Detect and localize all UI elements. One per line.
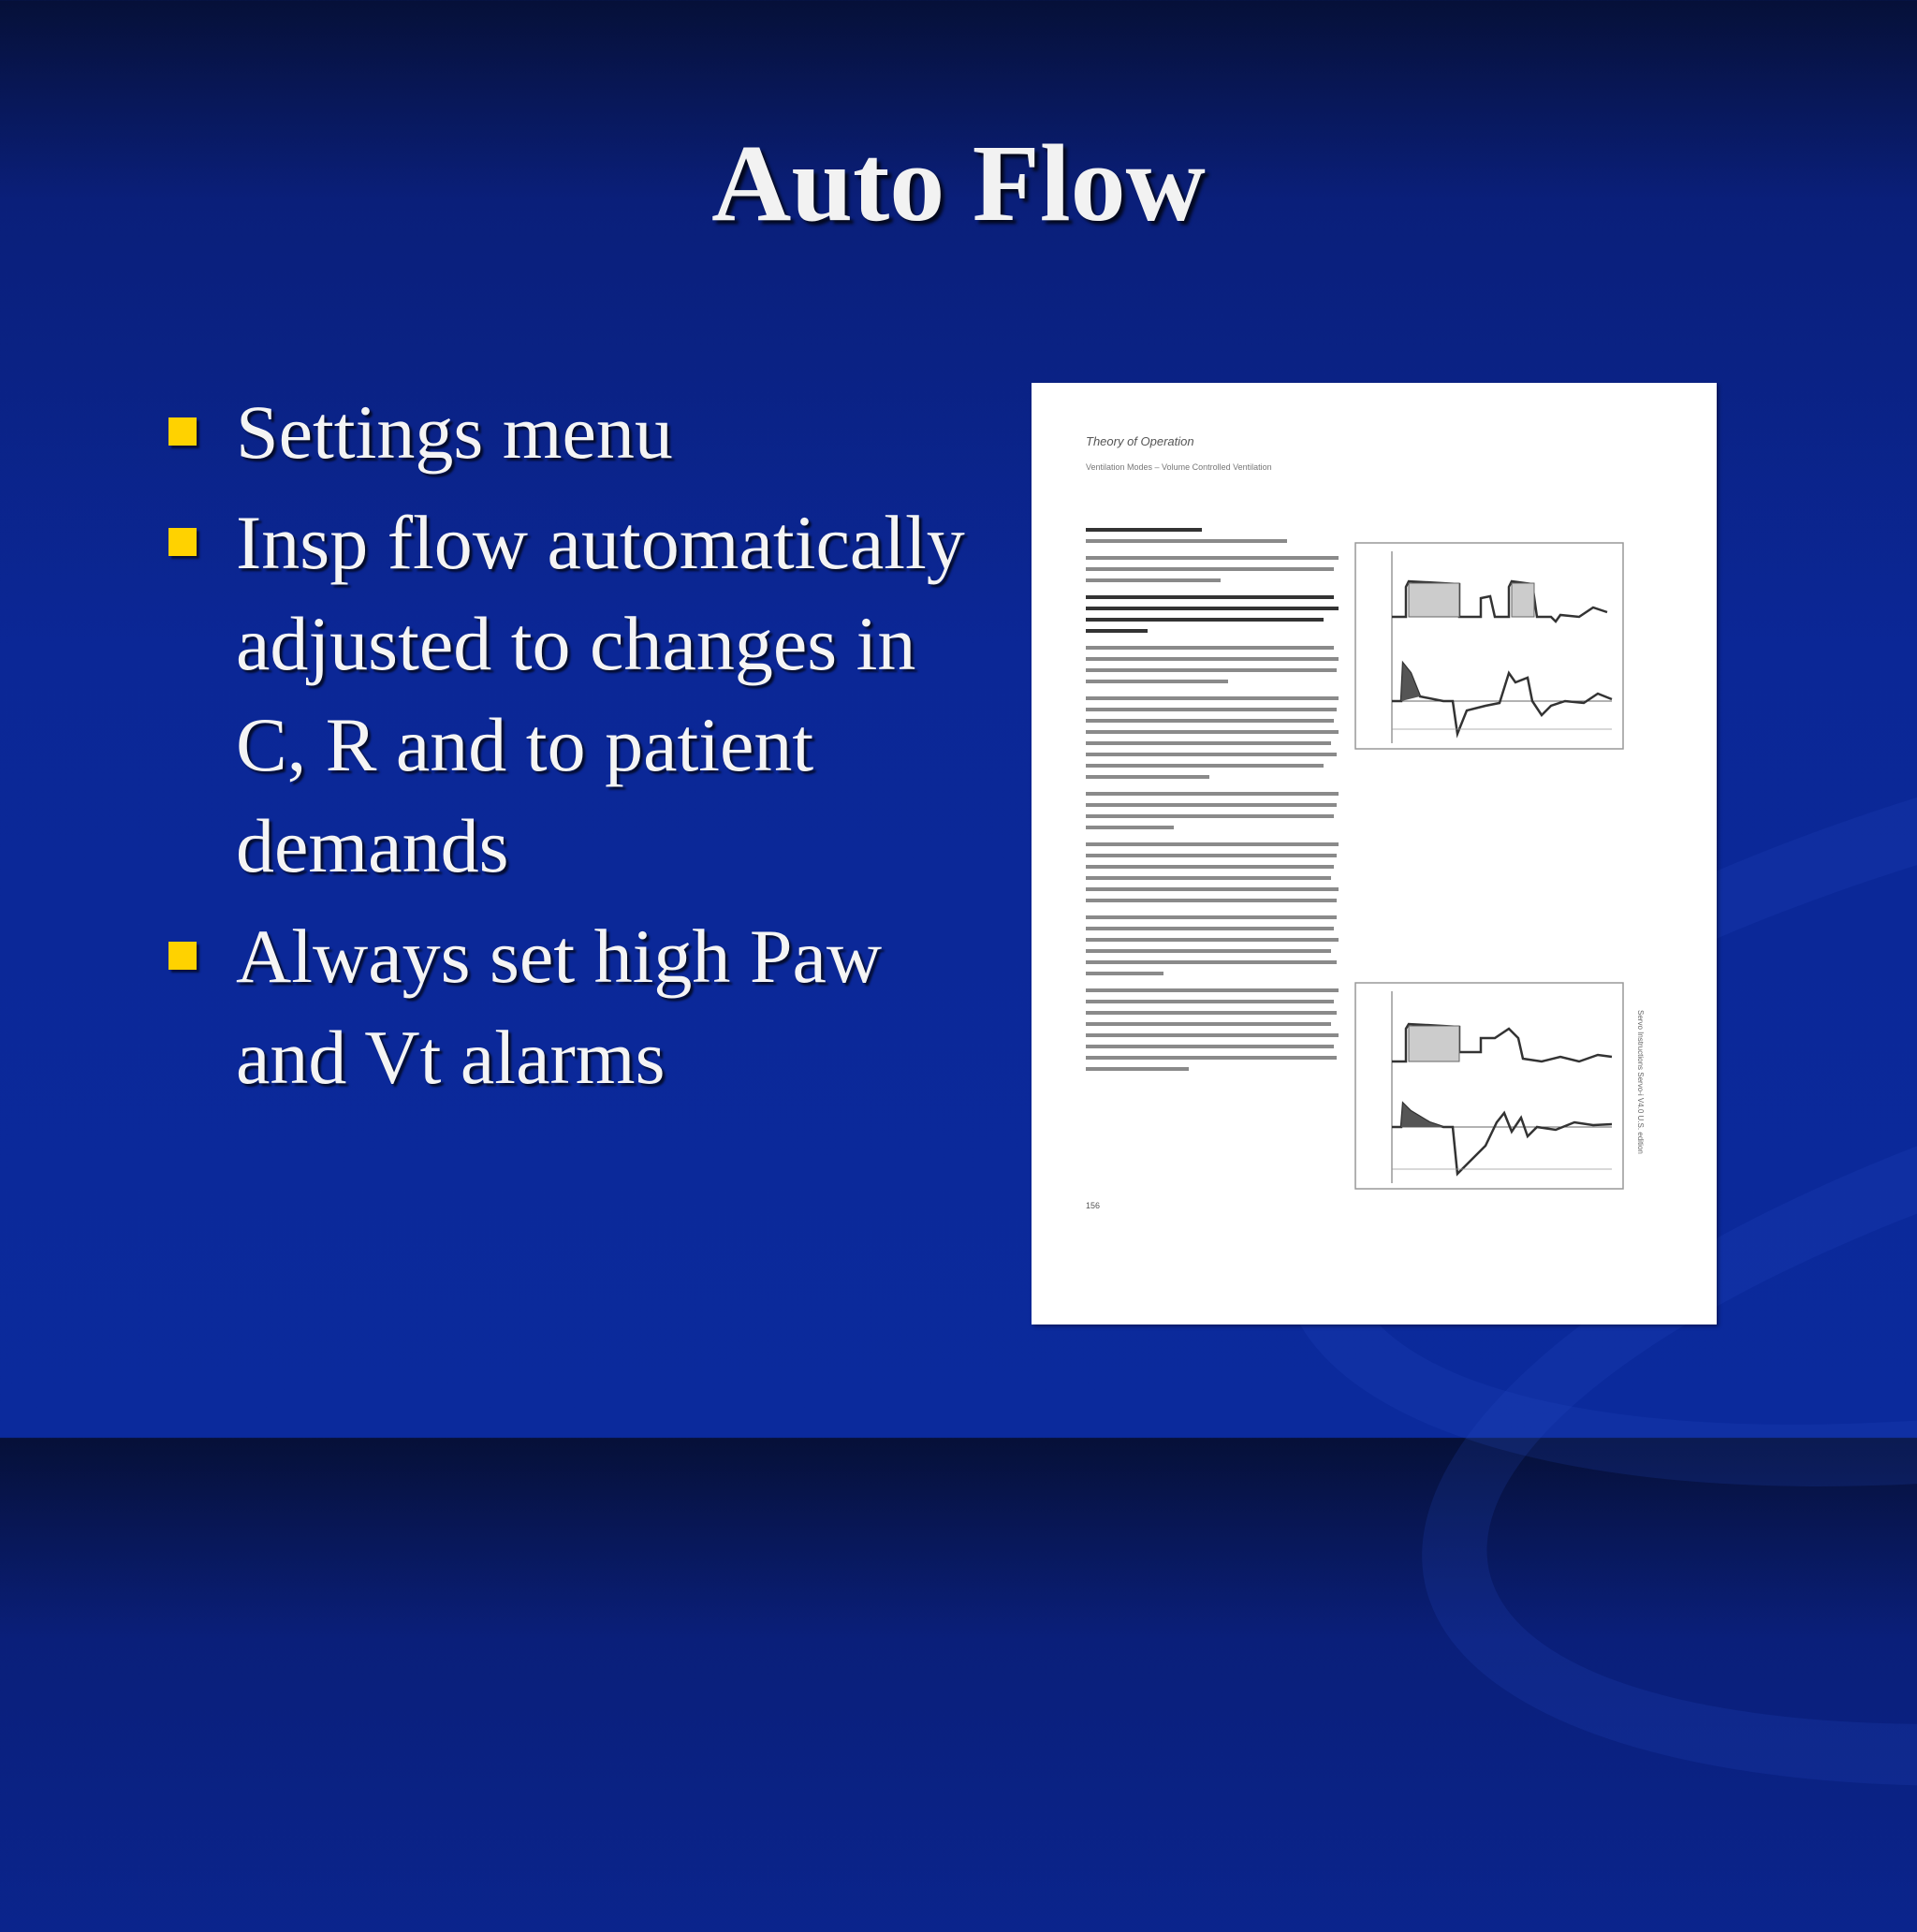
document-text-column [1086,528,1344,1084]
document-page-number: 156 [1086,1201,1101,1210]
document-header: Theory of Operation [1086,434,1194,448]
bullet-square-icon [168,528,197,556]
document-paragraph [1086,842,1344,902]
bullet-item [167,382,990,483]
document-paragraph [1086,988,1344,1071]
document-page-image [1032,383,1717,1325]
bullet-text: Always set high Paw and Vt alarms [236,914,883,1100]
bullet-text: Settings menu [236,389,673,475]
bullet-square-icon [168,942,197,970]
document-paragraph [1086,595,1344,633]
document-paragraph [1086,696,1344,779]
bullet-item [167,492,990,897]
document-paragraph [1086,556,1344,582]
document-paragraph [1086,792,1344,829]
document-paragraph [1086,646,1344,683]
bullet-square-icon [168,417,197,446]
ventilation-waveform-figure [1354,542,1624,750]
slide-title: Auto Flow [711,122,1206,244]
document-side-text: Servo Instructions Servo-i V4.0 U.S. edition [1636,1010,1645,1154]
document-subheader: Ventilation Modes – Volume Controlled Ventilation [1086,462,1272,472]
bullet-item [167,906,990,1108]
ventilation-waveform-figure [1354,982,1624,1190]
document-paragraph [1086,528,1344,543]
bullet-text: Insp flow automatically adjusted to changes in C, R and to patient demands [236,500,965,888]
bullet-list [167,382,990,1118]
document-paragraph [1086,915,1344,975]
